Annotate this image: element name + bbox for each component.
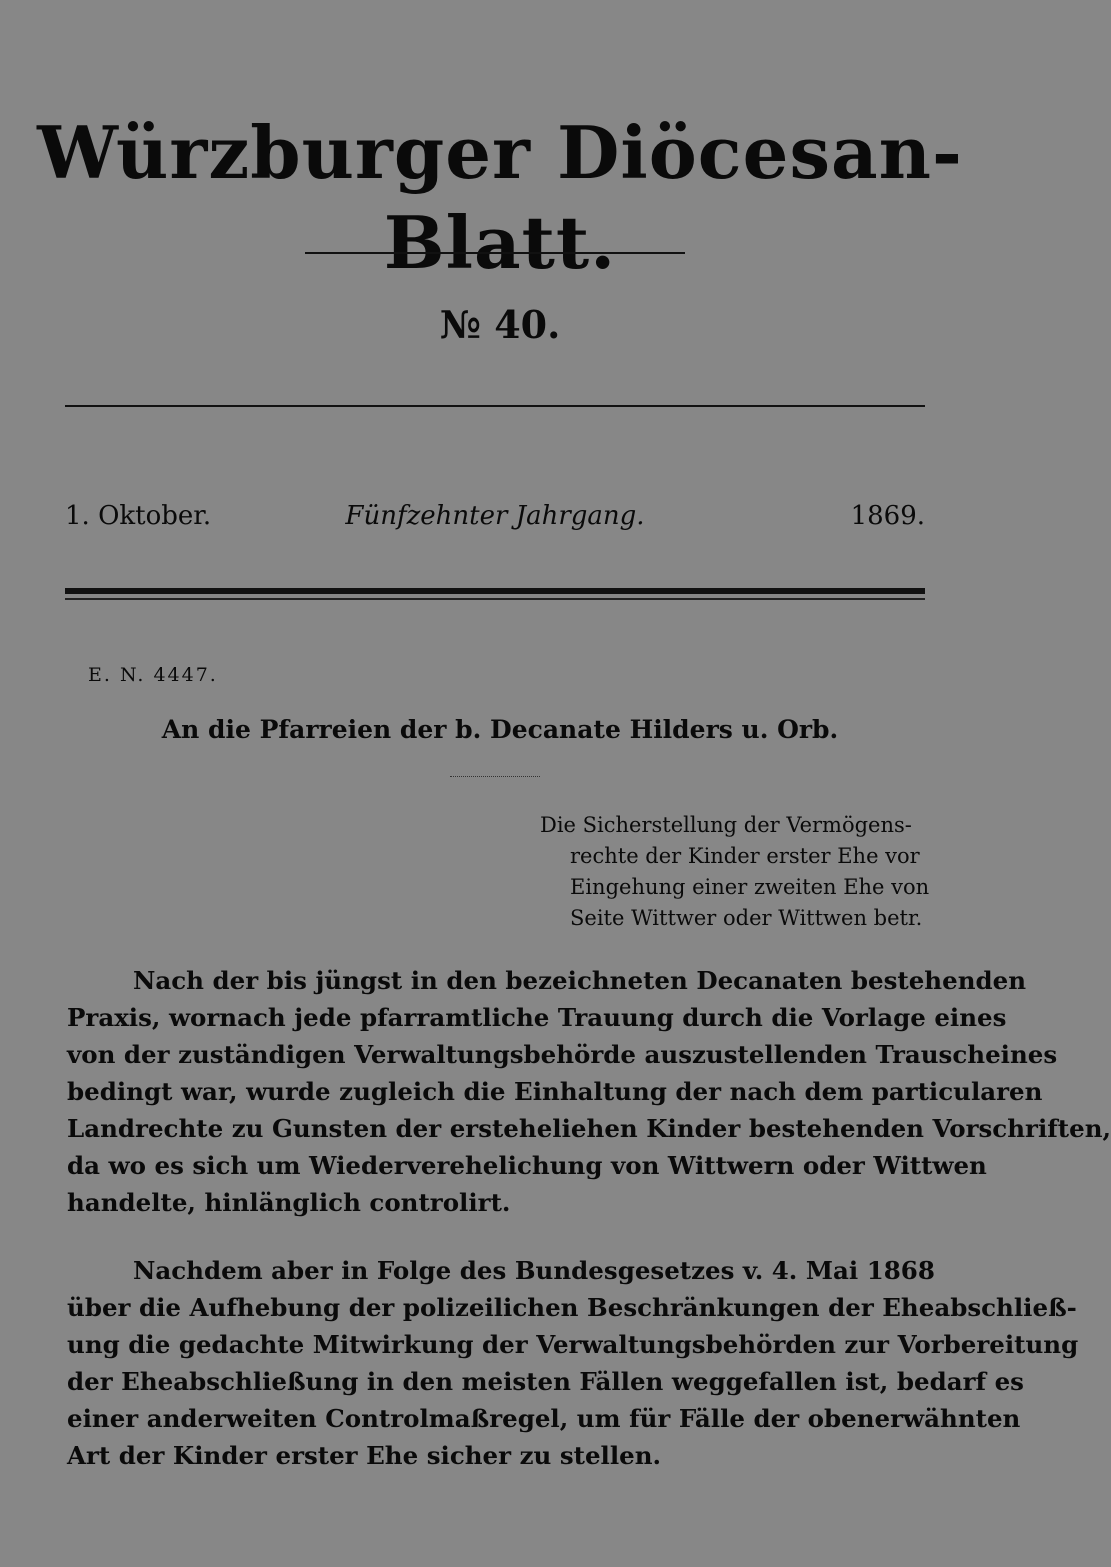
issue-number: № 40. [439, 302, 561, 347]
subject-line: Seite Wittwer oder Wittwen betr. [570, 906, 923, 930]
issue-date: 1. Oktober. [65, 501, 212, 531]
double-rule-thin [65, 598, 925, 600]
issue-year: 1869. [850, 501, 925, 531]
subject-block [540, 810, 928, 934]
text-line: einer anderweiten Controlmaßregel, um für Fälle der obenerwähnten [67, 1404, 1021, 1433]
masthead-title: Würzburger Diöcesan-Blatt. [37, 110, 963, 285]
text-line: Nach der bis jüngst in den bezeichneten Decanaten bestehenden [133, 966, 1027, 995]
text-line: Landrechte zu Gunsten der ersteheliehen Kinder bestehenden Vorschriften, [67, 1114, 1111, 1143]
text-line: der Eheabschließung in den meisten Fällen weggefallen ist, bedarf es [67, 1367, 1024, 1396]
header-divider [65, 405, 925, 407]
addressee-line: An die Pfarreien der b. Decanate Hilders u. Orb. [161, 715, 839, 744]
reference-number: E. N. 4447. [88, 664, 218, 686]
text-line: ung die gedachte Mitwirkung der Verwaltungsbehörden zur Vorbereitung [67, 1330, 1079, 1359]
subject-line: Die Sicherstellung der Vermögens- [540, 813, 912, 837]
text-line: von der zuständigen Verwaltungsbehörde auszustellenden Trauscheines [67, 1040, 1058, 1069]
volume-label: Fünfzehnter Jahrgang. [345, 501, 645, 531]
dotted-separator [450, 776, 540, 777]
text-line: Nachdem aber in Folge des Bundesgesetzes v. 4. Mai 1868 [133, 1256, 935, 1285]
text-line: da wo es sich um Wiederverehelichung von Wittwern oder Wittwen [67, 1151, 987, 1180]
subject-line: Eingehung einer zweiten Ehe von [570, 875, 930, 899]
text-line: bedingt war, wurde zugleich die Einhaltung der nach dem particularen [67, 1077, 1043, 1106]
text-line: handelte, hinlänglich controlirt. [67, 1188, 511, 1217]
masthead-divider [305, 252, 685, 254]
dateline [65, 496, 925, 536]
text-line: Art der Kinder erster Ehe sicher zu stellen. [67, 1441, 662, 1470]
body-paragraph-1 [67, 962, 1111, 1221]
text-line: über die Aufhebung der polizeilichen Beschränkungen der Eheabschließ- [67, 1293, 1077, 1322]
double-rule-thick [65, 588, 925, 594]
body-paragraph-2 [67, 1252, 1079, 1474]
text-line: Praxis, wornach jede pfarramtliche Trauung durch die Vorlage eines [67, 1003, 1007, 1032]
subject-line: rechte der Kinder erster Ehe vor [570, 844, 920, 868]
